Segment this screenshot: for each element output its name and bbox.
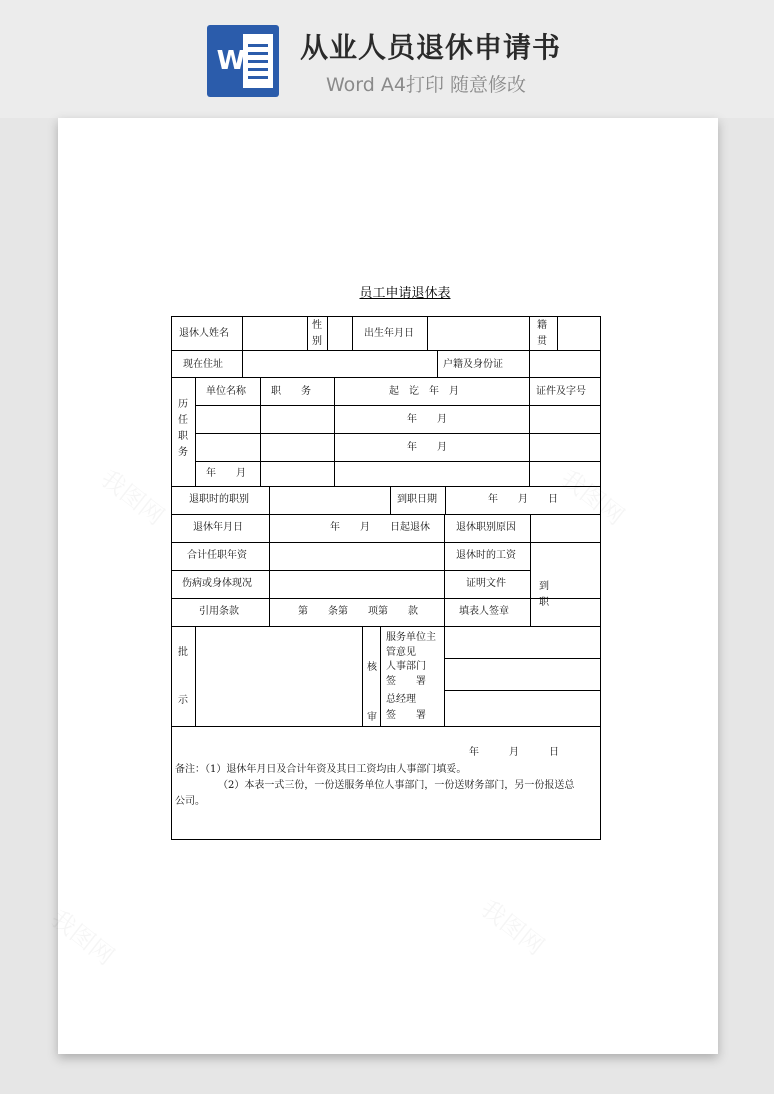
label-address: 现在住址 [183, 359, 223, 370]
history-header-unit: 单位名称 [206, 386, 246, 397]
label-retire-reason: 退休职别原因 [456, 522, 516, 533]
birth-date-field[interactable] [428, 318, 528, 349]
notes-date: 年 月 日 [469, 747, 559, 758]
label-total-years: 合计任职年资 [187, 550, 247, 561]
label-review-shen: 审 [367, 712, 377, 723]
label-hukou-id: 户籍及身份证 [443, 359, 503, 370]
header-banner [0, 0, 774, 118]
history-row-period: 年 月 [407, 414, 447, 425]
history-header-period: 起 讫 年 月 [389, 386, 459, 397]
hukou-id-field[interactable] [530, 351, 599, 376]
watermark [95, 460, 173, 532]
address-field[interactable] [243, 351, 436, 376]
note-2: （2）本表一式三份，一份送服务单位人事部门，一份送财务部门，另一份报送总 [218, 780, 575, 791]
label-hr-dept: 人事部门 [386, 661, 426, 672]
label-illness: 伤病或身体现况 [182, 578, 252, 589]
label-position-at-retire: 退职时的职别 [189, 494, 249, 505]
label-dept-head-opinion: 服务单位主管意见 [386, 632, 436, 658]
label-gm: 总经理 [386, 694, 416, 705]
history-header-cert: 证件及字号 [536, 386, 586, 397]
gm-sign-field[interactable] [445, 691, 599, 725]
join-date-value: 年 月 日 [488, 494, 558, 505]
illness-field[interactable] [270, 571, 443, 597]
hr-sign-field[interactable] [445, 659, 599, 689]
label-to-position: 到职 [539, 581, 549, 608]
history-header-position: 职 务 [271, 386, 311, 397]
watermark [45, 900, 123, 972]
label-history: 历任职务 [178, 399, 188, 458]
clause-value: 第 条第 项第 款 [298, 606, 418, 617]
retiree-name-field[interactable] [243, 318, 306, 349]
dept-head-opinion-field[interactable] [445, 627, 599, 657]
label-proof: 证明文件 [466, 578, 506, 589]
label-join-date: 到职日期 [397, 494, 437, 505]
history-last-date: 年 月 [206, 468, 246, 479]
label-review-he: 核 [367, 662, 377, 673]
label-origin: 籍贯 [537, 320, 547, 347]
label-birth-date: 出生年月日 [364, 328, 414, 339]
origin-field[interactable] [558, 318, 599, 349]
note-1: 备注：（1）退休年月日及合计年资及其日工资均由人事部门填妥。 [175, 764, 467, 775]
note-2-cont: 公司。 [175, 796, 205, 807]
history-row-period: 年 月 [407, 442, 447, 453]
page-subtitle: Word A4打印 随意修改 [326, 74, 527, 96]
label-approval-pi: 批 [178, 647, 188, 658]
total-years-field[interactable] [270, 543, 443, 569]
label-approval-shi: 示 [178, 695, 188, 706]
retire-salary-field[interactable] [531, 543, 599, 569]
document-sheet [58, 118, 718, 1054]
watermark [475, 890, 553, 962]
word-icon-letter: W [216, 46, 246, 76]
label-retiree-name: 退休人姓名 [179, 328, 229, 339]
gender-field[interactable] [328, 318, 351, 349]
position-at-retire-field[interactable] [270, 487, 389, 513]
word-icon [207, 25, 279, 97]
label-retire-salary: 退休时的工资 [456, 550, 516, 561]
retire-reason-field[interactable] [531, 515, 599, 541]
label-clause: 引用条款 [199, 606, 239, 617]
approval-field[interactable] [196, 627, 361, 725]
form-title: 员工申请退休表 [359, 286, 451, 301]
label-retire-date: 退休年月日 [193, 522, 243, 533]
label-gender: 性别 [312, 320, 322, 347]
label-signer: 填表人签章 [459, 606, 509, 617]
label-hr-sign: 签 署 [386, 676, 426, 687]
label-gm-sign: 签 署 [386, 710, 426, 721]
retire-date-value: 年 月 日起退休 [330, 522, 430, 533]
retirement-form-table [171, 316, 601, 840]
signer-field[interactable] [531, 599, 599, 625]
page-title: 从业人员退休申请书 [300, 31, 562, 64]
